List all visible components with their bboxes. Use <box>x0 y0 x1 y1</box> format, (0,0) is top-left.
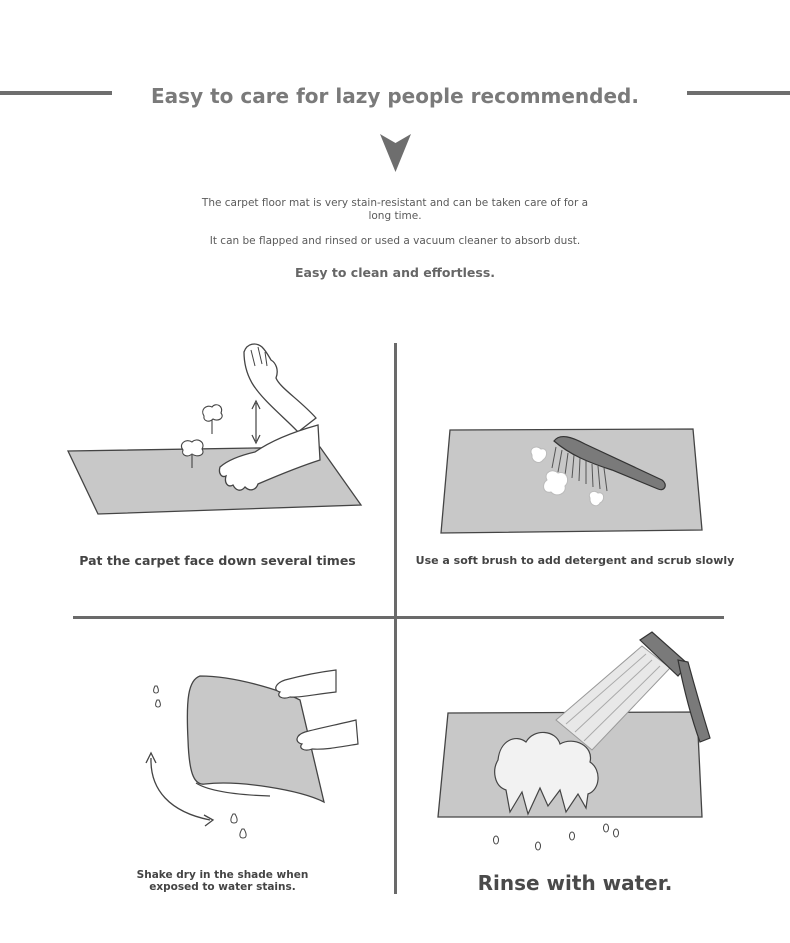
grid-divider-horizontal <box>73 616 724 619</box>
description-line-3: Easy to clean and effortless. <box>294 265 496 280</box>
page-title: Easy to care for lazy people recommended. <box>151 84 639 108</box>
header-rule-right <box>687 91 790 95</box>
down-arrow-icon <box>380 134 411 172</box>
step-caption-brush: Use a soft brush to add detergent and scrub slowly <box>415 554 735 567</box>
step-caption-shake: Shake dry in the shade when exposed to water stains. <box>136 869 309 893</box>
step-caption-rinse: Rinse with water. <box>477 871 673 895</box>
description-line-1: The carpet floor mat is very stain-resistant and can be taken care of for a long time. <box>201 197 589 222</box>
description-line-2: It can be flapped and rinsed or used a vacuum cleaner to absorb dust. <box>209 235 581 247</box>
step-caption-pat: Pat the carpet face down several times <box>79 553 356 568</box>
header-rule-left <box>0 91 112 95</box>
